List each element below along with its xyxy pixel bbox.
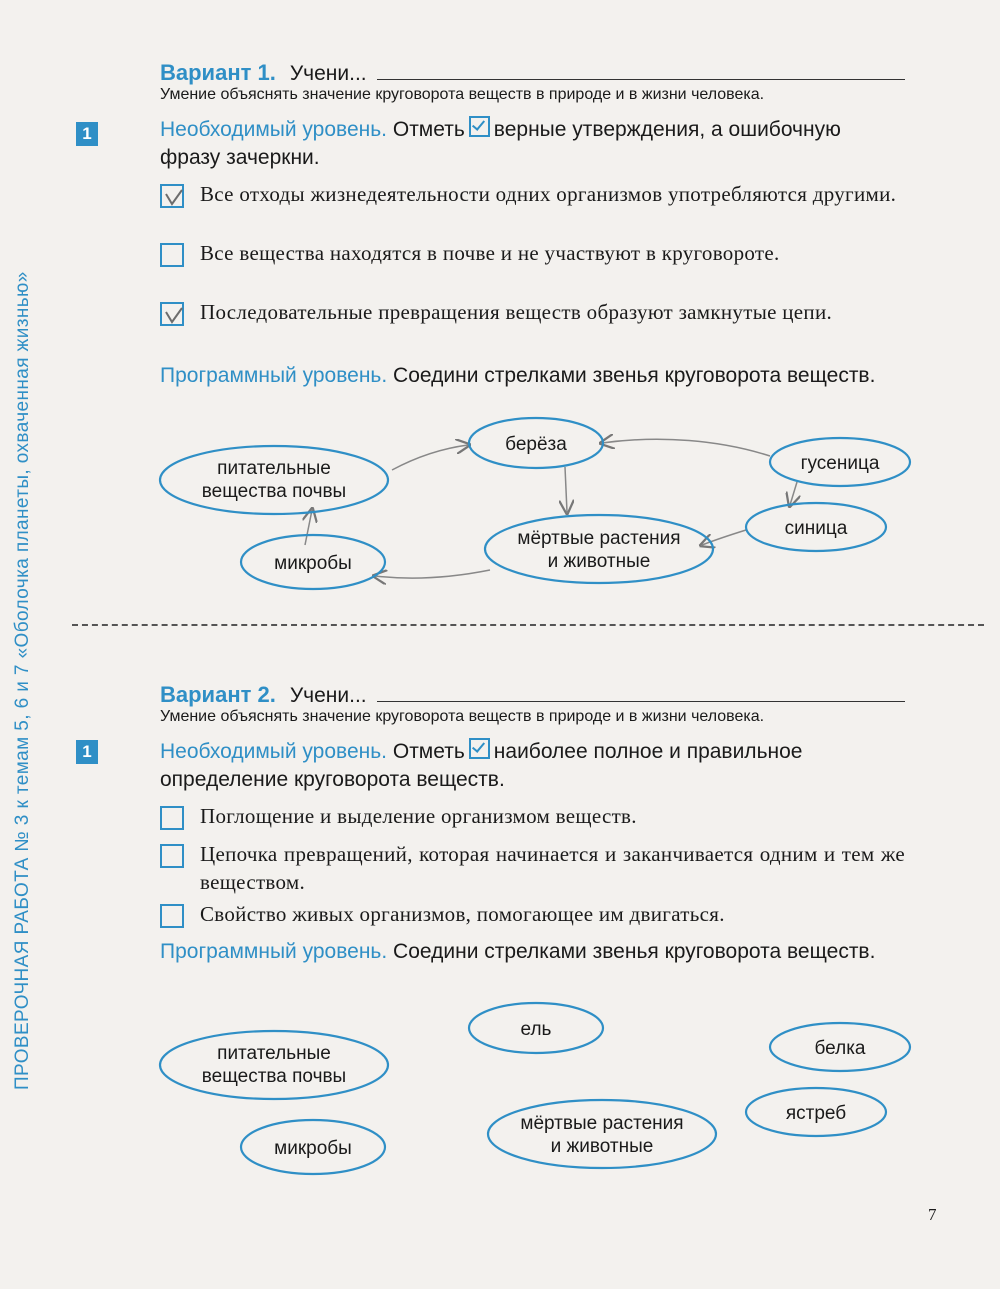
node-dead-2-label-2: и животные [550,1136,654,1157]
variant2-task-number: 1 [76,740,98,764]
variant2-task2-text: Соедини стрелками звенья круговорота веществ. [393,940,876,963]
arrow-microbes-to-nutrients [305,510,312,545]
variant1-task1-instruction-after: верные утверждения, а ошибочную фразу зачеркни. [160,118,841,169]
variant1-task-number: 1 [76,122,98,146]
page-number: 7 [928,1205,937,1224]
node-dead-2[interactable] [488,1100,716,1168]
node-birch-label: берёза [505,434,567,455]
checkmark-icon [469,738,490,759]
node-caterpillar-label: гусеница [800,453,880,474]
option-text: Цепочка превращений, которая начинается и заканчивается одним и тем же веществом. [200,842,905,894]
node-nutrients-2-label-1: питательные [217,1043,331,1064]
node-dead-2-label-1: мёртвые растения [520,1113,684,1134]
sidebar-title: ПРОВЕРОЧНАЯ РАБОТА № 3 к темам 5, 6 и 7 «Оболочка планеты, охваченная жизнью» [12,271,33,1090]
variant1-task1-level: Необходимый уровень. [160,118,388,141]
cut-line-divider [72,624,984,626]
node-microbes-2-label: микробы [274,1138,352,1159]
variant2-student-label: Учени... [289,684,367,707]
option-checkbox[interactable] [160,904,184,928]
node-nutrients-label-1: питательные [217,458,331,479]
node-dead-label-1: мёртвые растения [517,528,681,549]
variant2-option-2 [160,840,905,896]
option-checkbox[interactable] [160,844,184,868]
variant1-title: Вариант 1. [160,60,276,85]
variant2-skill: Умение объяснять значение круговорота веществ в природе и в жизни человека. [160,708,765,725]
node-spruce-label: ель [520,1019,552,1040]
variant2-task1-instruction-after: наиболее полное и правильное определение круговорота веществ. [160,740,803,791]
variant2-header [160,682,905,708]
variant1-skill: Умение объяснять значение круговорота веществ в природе и в жизни человека. [160,86,765,103]
node-microbes-label: микробы [274,553,352,574]
arrow-tit-to-dead [702,530,746,545]
variant2-option-3 [160,900,905,928]
variant2-title: Вариант 2. [160,682,276,707]
variant2-option-1 [160,802,905,830]
option-text: Поглощение и выделение организмом веществ. [200,804,637,828]
variant2-task1-instruction-before: Отметь [392,740,465,763]
option-text: Все вещества находятся в почве и не участвуют в круговороте. [200,241,780,265]
variant2-task1-instruction [160,738,905,794]
option-text: Все отходы жизнедеятельности одних организмов употребляются другими. [200,182,897,206]
option-text: Последовательные превращения веществ образуют замкнутые цепи. [200,300,833,324]
variant2-task2-level: Программный уровень. [160,940,388,963]
variant1-task1-instruction-before: Отметь [392,118,465,141]
node-dead[interactable] [485,515,713,583]
variant2-name-line[interactable] [377,683,905,702]
node-nutrients-label-2: вещества почвы [201,481,347,502]
node-nutrients[interactable] [160,446,388,514]
node-dead-label-2: и животные [547,551,651,572]
arrow-dead-to-microbes [375,570,490,578]
option-text: Свойство живых организмов, помогающее им двигаться. [200,902,725,926]
variant1-task2-text: Соедини стрелками звенья круговорота веществ. [393,364,876,387]
arrow-caterpillar-to-tit [790,482,797,505]
arrow-nutrients-to-birch [392,445,468,470]
arrow-birch-to-dead [565,467,567,512]
option-checkbox[interactable] [160,806,184,830]
node-squirrel-label: белка [814,1038,866,1059]
variant1-student-label: Учени... [289,62,367,85]
variant2-task1-level: Необходимый уровень. [160,740,388,763]
variant2-task2-instruction [160,938,905,966]
arrow-caterpillar-to-birch [602,439,770,456]
node-tit-label: синица [784,518,848,539]
node-hawk-label: ястреб [785,1103,847,1124]
node-nutrients-2-label-2: вещества почвы [201,1066,347,1087]
node-nutrients-2[interactable] [160,1031,388,1099]
variant1-task2-level: Программный уровень. [160,364,388,387]
